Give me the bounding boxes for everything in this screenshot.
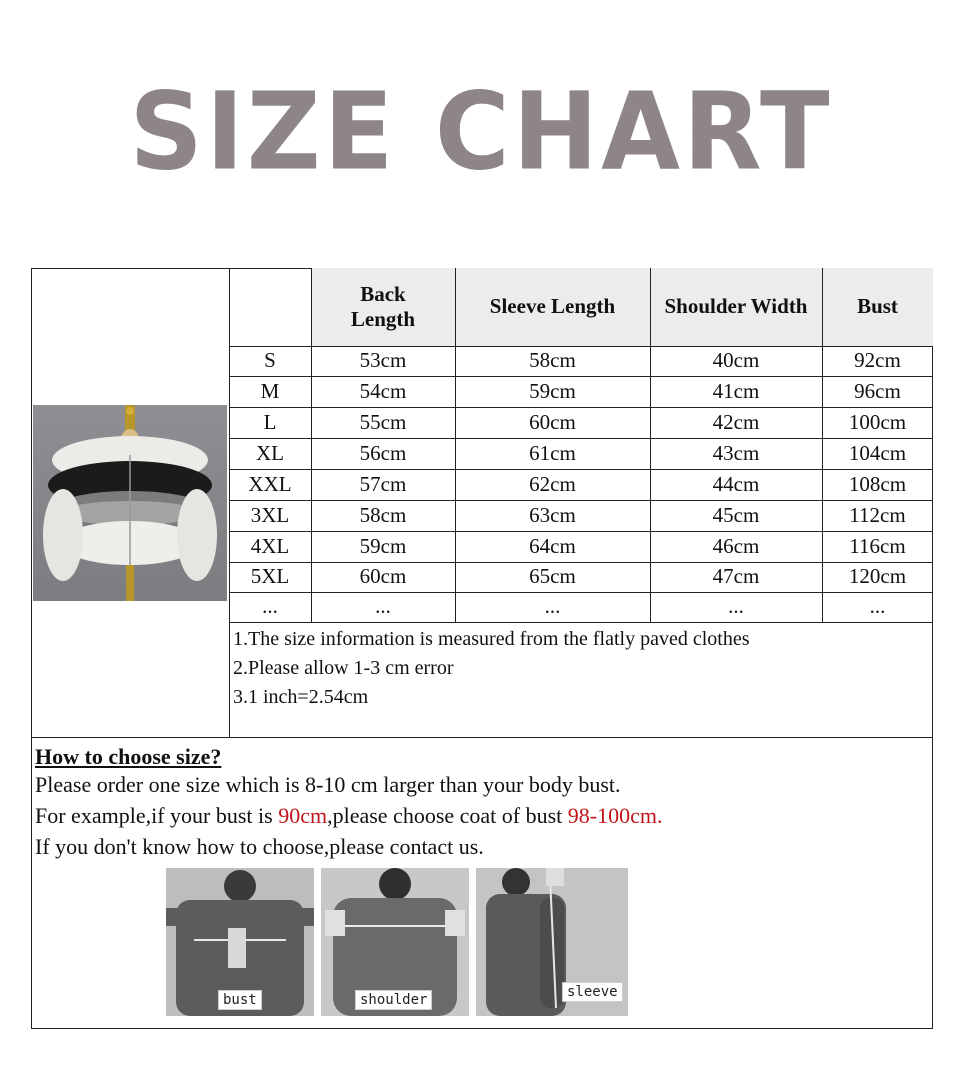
note-1: 1.The size information is measured from the flatly paved clothes	[233, 628, 750, 650]
back-cell: ...	[375, 594, 391, 619]
grid-line	[229, 531, 933, 532]
shoulder-cell: ...	[728, 594, 744, 619]
bust-cell: ...	[869, 594, 886, 619]
shoulder-label: shoulder	[355, 990, 432, 1010]
bust-cell: 112cm	[849, 502, 906, 527]
bust-cell: 100cm	[848, 409, 907, 434]
back-cell: 54cm	[359, 378, 407, 403]
sleeve-cell: 65cm	[529, 564, 576, 589]
sleeve-cell: 59cm	[529, 378, 576, 403]
size-cell: XXL	[248, 471, 292, 496]
sleeve-cell: 61cm	[529, 440, 576, 465]
shoulder-cell: 45cm	[712, 502, 760, 527]
grid-line	[650, 268, 651, 622]
size-cell: ...	[262, 594, 278, 619]
bust-cell: 120cm	[848, 564, 907, 589]
header-2: Sleeve Length	[455, 268, 650, 346]
back-cell: 53cm	[359, 348, 407, 373]
back-cell: 60cm	[359, 564, 407, 589]
shoulder-cell: 46cm	[712, 533, 760, 558]
guide-line-3: If you don't know how to choose,please contact us.	[35, 834, 484, 859]
guide-line-2-c: ,please choose coat of bust	[327, 803, 568, 828]
back-cell: 55cm	[359, 409, 407, 434]
sleeve-cell: 64cm	[529, 533, 576, 558]
recommended-bust: 98-100cm.	[567, 803, 663, 828]
bust-cell: 116cm	[849, 533, 906, 558]
bust-cell: 92cm	[854, 348, 901, 373]
shoulder-cell: 40cm	[712, 348, 760, 373]
guide-title: How to choose size?	[35, 744, 222, 769]
grid-line	[229, 469, 933, 470]
size-cell: M	[260, 378, 280, 403]
sleeve-cell: 62cm	[529, 471, 576, 496]
sleeve-cell: 58cm	[529, 348, 576, 373]
sleeve-cell: 60cm	[529, 409, 576, 434]
back-cell: 58cm	[359, 502, 407, 527]
back-cell: 57cm	[359, 471, 407, 496]
size-cell: S	[264, 348, 276, 373]
page-title: SIZE CHART	[129, 70, 833, 195]
sleeve-cell: 63cm	[529, 502, 576, 527]
sleeve-label: sleeve	[562, 982, 623, 1002]
grid-line	[822, 268, 823, 622]
example-bust: 90cm	[278, 803, 328, 828]
grid-line	[229, 268, 230, 737]
back-cell: 59cm	[359, 533, 407, 558]
note-3: 3.1 inch=2.54cm	[233, 686, 369, 708]
grid-line	[229, 562, 933, 563]
shoulder-cell: 42cm	[712, 409, 760, 434]
guide-line-2-a: For example,if your bust is	[35, 803, 279, 828]
grid-line	[229, 376, 933, 377]
header-3: Shoulder Width	[650, 268, 822, 346]
header-4: Bust	[822, 268, 933, 346]
product-photo	[33, 405, 227, 601]
bust-cell: 104cm	[848, 440, 907, 465]
guide-line-2	[35, 805, 663, 827]
header-1: Back Length	[311, 268, 455, 346]
back-cell: 56cm	[359, 440, 407, 465]
bust-cell: 96cm	[854, 378, 901, 403]
grid-line	[229, 592, 933, 593]
size-cell: L	[263, 409, 277, 434]
shoulder-measure-photo	[321, 868, 469, 1016]
grid-line	[229, 346, 933, 347]
shoulder-cell: 41cm	[712, 378, 760, 403]
shoulder-cell: 44cm	[712, 471, 760, 496]
grid-line	[229, 438, 933, 439]
bust-measure-photo	[166, 868, 314, 1016]
guide-line-1: Please order one size which is 8-10 cm larger than your body bust.	[35, 772, 621, 797]
bust-cell: 108cm	[848, 471, 907, 496]
grid-line	[229, 407, 933, 408]
note-2: 2.Please allow 1-3 cm error	[233, 657, 454, 679]
size-cell: XL	[256, 440, 284, 465]
grid-line	[229, 500, 933, 501]
sleeve-measure-photo	[476, 868, 628, 1016]
shoulder-cell: 43cm	[712, 440, 760, 465]
grid-line	[229, 622, 933, 623]
size-cell: 4XL	[250, 533, 290, 558]
grid-line	[455, 268, 456, 622]
grid-line	[31, 737, 933, 738]
grid-line	[311, 268, 312, 622]
shoulder-cell: 47cm	[712, 564, 760, 589]
size-cell: 3XL	[250, 502, 290, 527]
sleeve-cell: ...	[544, 594, 561, 619]
size-cell: 5XL	[250, 564, 290, 589]
bust-label: bust	[218, 990, 262, 1010]
